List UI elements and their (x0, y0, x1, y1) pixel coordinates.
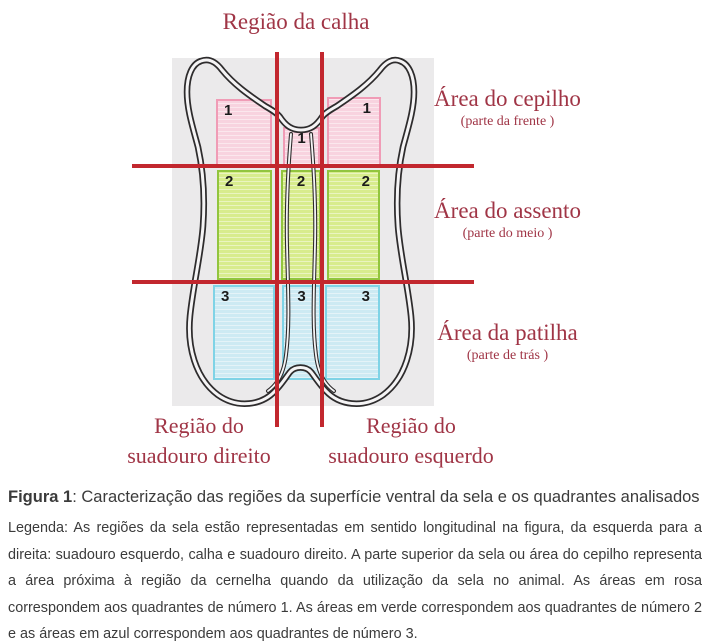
divider-vertical-right (320, 52, 324, 427)
label-front-subtitle: (parte da frente ) (460, 114, 555, 129)
figure-title-text: : Caracterização das regiões da superfície ventral da sela e os quadrantes analisados (72, 488, 700, 506)
figure-number: Figura 1 (8, 488, 73, 506)
label-left-sweat-flap (311, 411, 511, 471)
label-rear-subtitle: (parte de trás ) (466, 348, 549, 363)
label-gullet-region: Região da calha (222, 9, 370, 34)
quadrant-number: 2 (296, 173, 306, 190)
label-middle-area (420, 198, 595, 242)
quadrant-number: 1 (224, 102, 233, 119)
quadrant-number: 3 (297, 288, 306, 305)
label-middle-subtitle: (parte do meio ) (462, 226, 553, 241)
divider-horizontal-bottom (132, 280, 474, 284)
label-rear-area (420, 320, 595, 364)
quadrant-number: 1 (297, 130, 306, 147)
figure-title (8, 483, 702, 512)
label-line: Região do (366, 413, 456, 438)
label-middle-title: Área do assento (434, 198, 581, 223)
quadrant-rear-right (325, 285, 380, 380)
divider-vertical-left (275, 52, 279, 427)
quadrant-front-right (327, 97, 381, 166)
quadrant-front-center (283, 127, 320, 166)
label-front-title: Área do cepilho (434, 86, 581, 111)
label-line: suadouro direito (127, 443, 271, 468)
quadrant-rear-left (213, 285, 275, 380)
divider-horizontal-top (132, 164, 474, 168)
quadrant-number: 2 (361, 173, 370, 190)
label-front-area (420, 86, 595, 130)
quadrant-number: 3 (361, 288, 370, 305)
quadrant-number: 3 (221, 288, 230, 305)
quadrant-number: 1 (362, 100, 371, 117)
label-rear-title: Área da patilha (437, 320, 578, 345)
label-line: suadouro esquerdo (328, 443, 494, 468)
quadrant-number: 2 (225, 173, 234, 190)
quadrant-middle-right (327, 170, 380, 280)
quadrant-middle-center (281, 170, 321, 280)
label-right-sweat-flap (99, 411, 299, 471)
figure-legend: Legenda: As regiões da sela estão representadas em sentido longitudinal na figura, da esquerda para a direita: suadouro esquerdo, calha e suadouro direito. A parte superior da sela ou área do cepilho representa a área próxima à região da cernelha quando da utilização da sela no animal. As áreas em rosa correspondem aos quadrantes de número 1. As áreas em verde correspondem aos quadrantes de número 2 e as áreas em azul correspondem aos quadrantes de número 3. (8, 520, 702, 641)
quadrant-front-left (216, 99, 272, 166)
quadrant-middle-left (217, 170, 272, 280)
label-line: Região do (154, 413, 244, 438)
figure-caption (8, 483, 702, 641)
quadrant-rear-center (282, 285, 321, 380)
